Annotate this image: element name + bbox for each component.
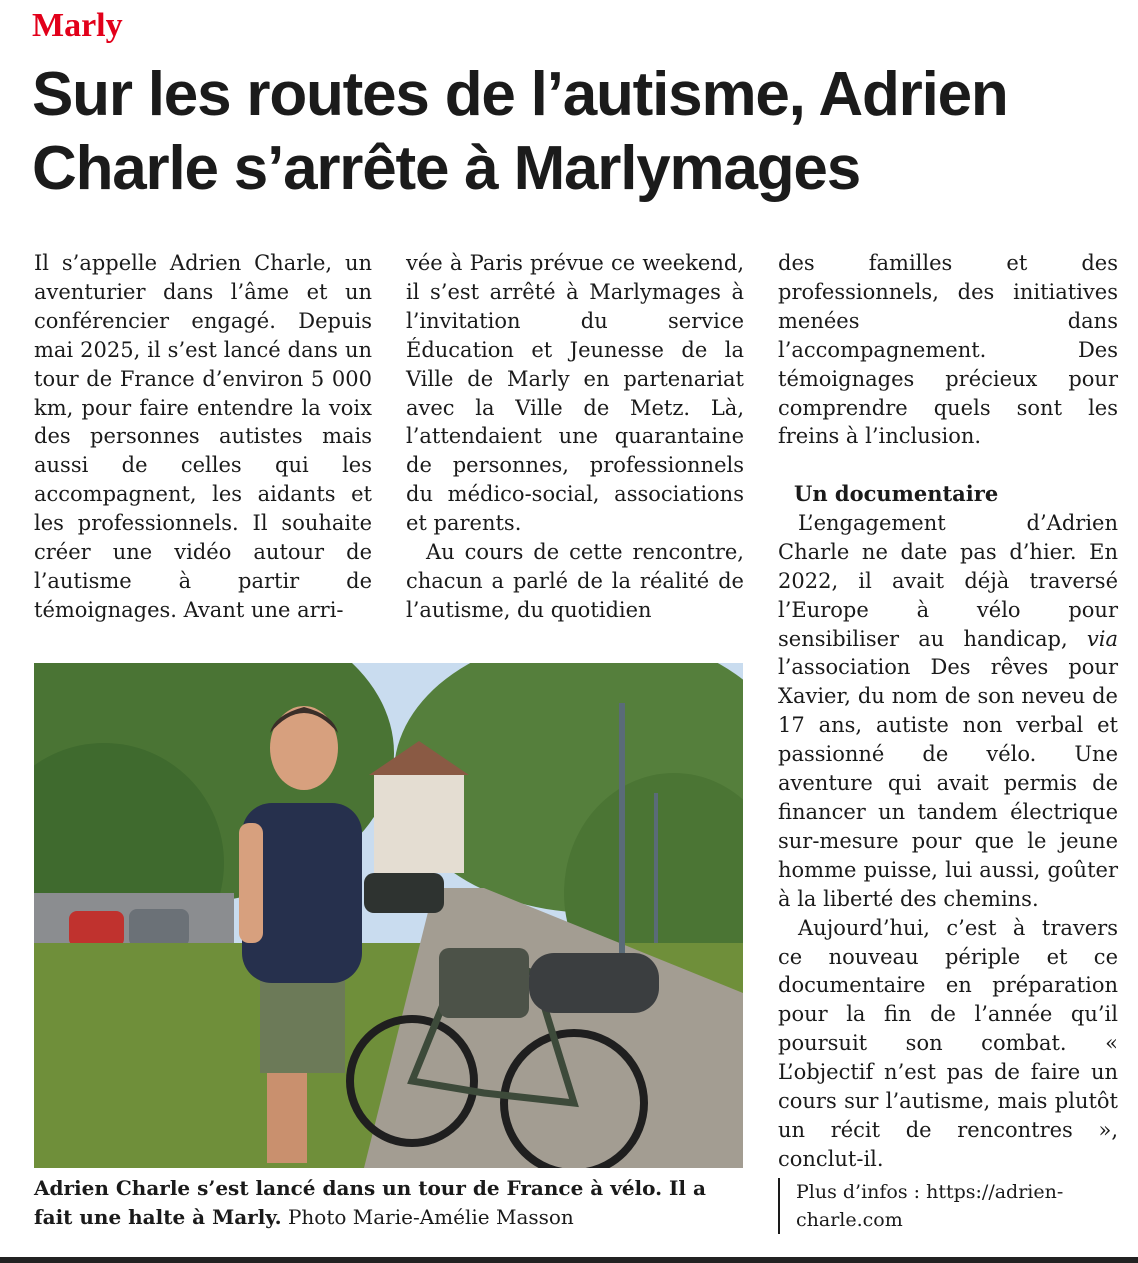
photo-credit: Photo Marie-Amélie Masson bbox=[281, 1205, 574, 1229]
paragraph-text: l’association Des rêves pour Xavier, du nom de son neveu de 17 ans, autiste non verbal et passionné de vélo. Une aventure qui avait permis de financer un tandem électrique sur-mesure pour que le jeune homme puisse, lui aussi, goûter à la liberté des chemins. bbox=[778, 655, 1118, 911]
article-column-1 bbox=[34, 249, 372, 625]
italic-word: via bbox=[1086, 626, 1118, 651]
subheading: Un documentaire bbox=[794, 481, 999, 506]
photo-caption bbox=[34, 1174, 744, 1232]
person-shorts bbox=[260, 978, 345, 1073]
car-grey bbox=[129, 909, 189, 947]
paragraph bbox=[778, 509, 1118, 914]
paragraph: des familles et des professionnels, des initiatives menées dans l’accompagnement. Des témoignages précieux pour comprendre quels sont les freins à l’inclusion. bbox=[778, 251, 1118, 449]
paragraph: Il s’appelle Adrien Charle, un aventurier dans l’âme et un conférencier engagé. Depuis mai 2025, il s’est lancé dans un tour de France d’environ 5 000 km, pour faire entendre la voix des personnes autistes mais aussi de celles qui les accompagnent, les aidants et les professionnels. Il souhaite créer une vidéo autour de l’autisme à partir de témoignages. Avant une arri- bbox=[34, 251, 372, 622]
bottom-rule bbox=[0, 1257, 1138, 1263]
bike-saddle-bag bbox=[529, 953, 659, 1013]
paragraph: Au cours de cette rencontre, chacun a parlé de la réalité de l’autisme, du quotidien bbox=[406, 540, 744, 622]
house bbox=[374, 773, 464, 873]
article-column-3 bbox=[778, 249, 1118, 451]
photo-illustration bbox=[34, 663, 743, 1168]
article-column-2 bbox=[406, 249, 744, 625]
bike-handlebar-bag bbox=[364, 873, 444, 913]
lamp-post bbox=[619, 703, 625, 963]
paragraph-text: L’engagement d’Adrien Charle ne date pas d’hier. En 2022, il avait déjà traversé l’Europe à vélo pour sensibiliser au handicap, bbox=[778, 510, 1118, 651]
car-red bbox=[69, 911, 124, 947]
person-arm bbox=[239, 823, 263, 943]
article-headline: Sur les routes de l’autisme, Adrien Charle s’arrête à Marlymages bbox=[32, 60, 1008, 203]
more-info-box: Plus d’infos : https://adrien-charle.com bbox=[778, 1178, 1116, 1234]
article-column-3-continued bbox=[778, 480, 1118, 1174]
caption-text: Adrien Charle s’est lancé dans un tour de France à vélo. Il a fait une halte à Marly. bbox=[34, 1176, 706, 1229]
section-kicker: Marly bbox=[32, 7, 123, 44]
person-legs bbox=[267, 1063, 307, 1163]
lamp-post-2 bbox=[654, 793, 658, 943]
paragraph: Aujourd’hui, c’est à travers ce nouveau périple et ce documentaire en préparation pour la fin de l’année qu’il poursuit son combat. « L’objectif n’est pas de faire un cours sur l’autisme, mais plutôt un récit de rencontres », conclut-il. bbox=[778, 915, 1118, 1171]
paragraph: vée à Paris prévue ce weekend, il s’est arrêté à Marlymages à l’invitation du service Éducation et Jeunesse de la Ville de Marly en partenariat avec la Ville de Metz. Là, l’attendaient une quarantaine de personnes, professionnels du médico-social, associations et parents. bbox=[406, 251, 744, 536]
bike-frame-bag bbox=[439, 948, 529, 1018]
article-photo bbox=[34, 663, 743, 1168]
